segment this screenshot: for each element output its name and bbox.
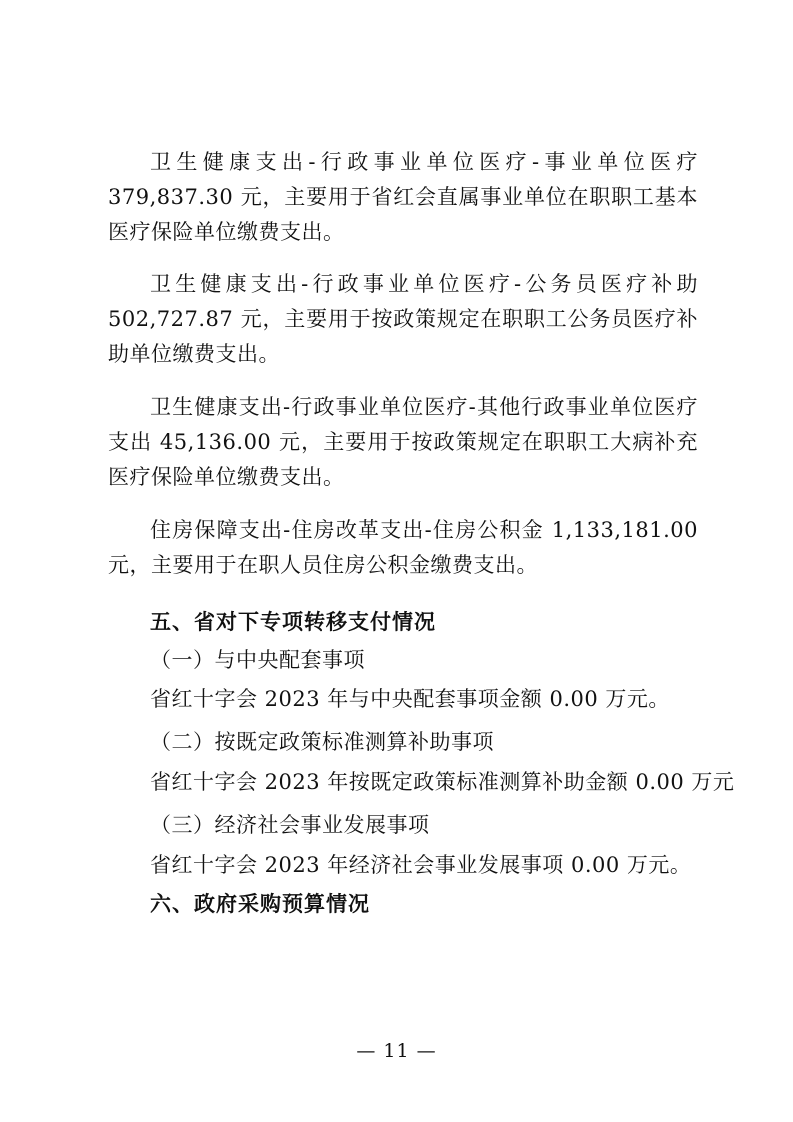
subsection-one-title: （一）与中央配套事项 xyxy=(150,648,365,672)
page-number: — 11 — xyxy=(356,1040,437,1062)
subsection-one-text: 省红十字会 2023 年与中央配套事项金额 0.00 万元。 xyxy=(150,687,670,711)
subsection-three-text: 省红十字会 2023 年经济社会事业发展事项 0.00 万元。 xyxy=(150,853,692,877)
subsection-two-text: 省红十字会 2023 年按既定政策标准测算补助金额 0.00 万元 xyxy=(150,770,735,794)
paragraph-housing-provident-fund: 住房保障支出-住房改革支出-住房公积金 1,133,181.00 元，主要用于在职人员住房公积金缴费支出。 xyxy=(108,518,698,577)
paragraph-medical-public-institutions: 卫生健康支出-行政事业单位医疗-事业单位医疗 379,837.30 元，主要用于省红会直属事业单位在职职工基本医疗保险单位缴费支出。 xyxy=(108,150,698,244)
subsection-three-title: （三）经济社会事业发展事项 xyxy=(150,813,430,837)
subsection-two-title: （二）按既定政策标准测算补助事项 xyxy=(150,730,494,754)
paragraph-other-medical-expenditure: 卫生健康支出-行政事业单位医疗-其他行政事业单位医疗支出 45,136.00 元，主要用于按政策规定在职职工大病补充医疗保险单位缴费支出。 xyxy=(108,395,698,489)
section-five-heading: 五、省对下专项转移支付情况 xyxy=(150,610,436,634)
paragraph-civil-servant-medical-subsidy: 卫生健康支出-行政事业单位医疗-公务员医疗补助 502,727.87 元，主要用于按政策规定在职职工公务员医疗补助单位缴费支出。 xyxy=(108,272,698,366)
section-six-heading: 六、政府采购预算情况 xyxy=(150,892,370,916)
